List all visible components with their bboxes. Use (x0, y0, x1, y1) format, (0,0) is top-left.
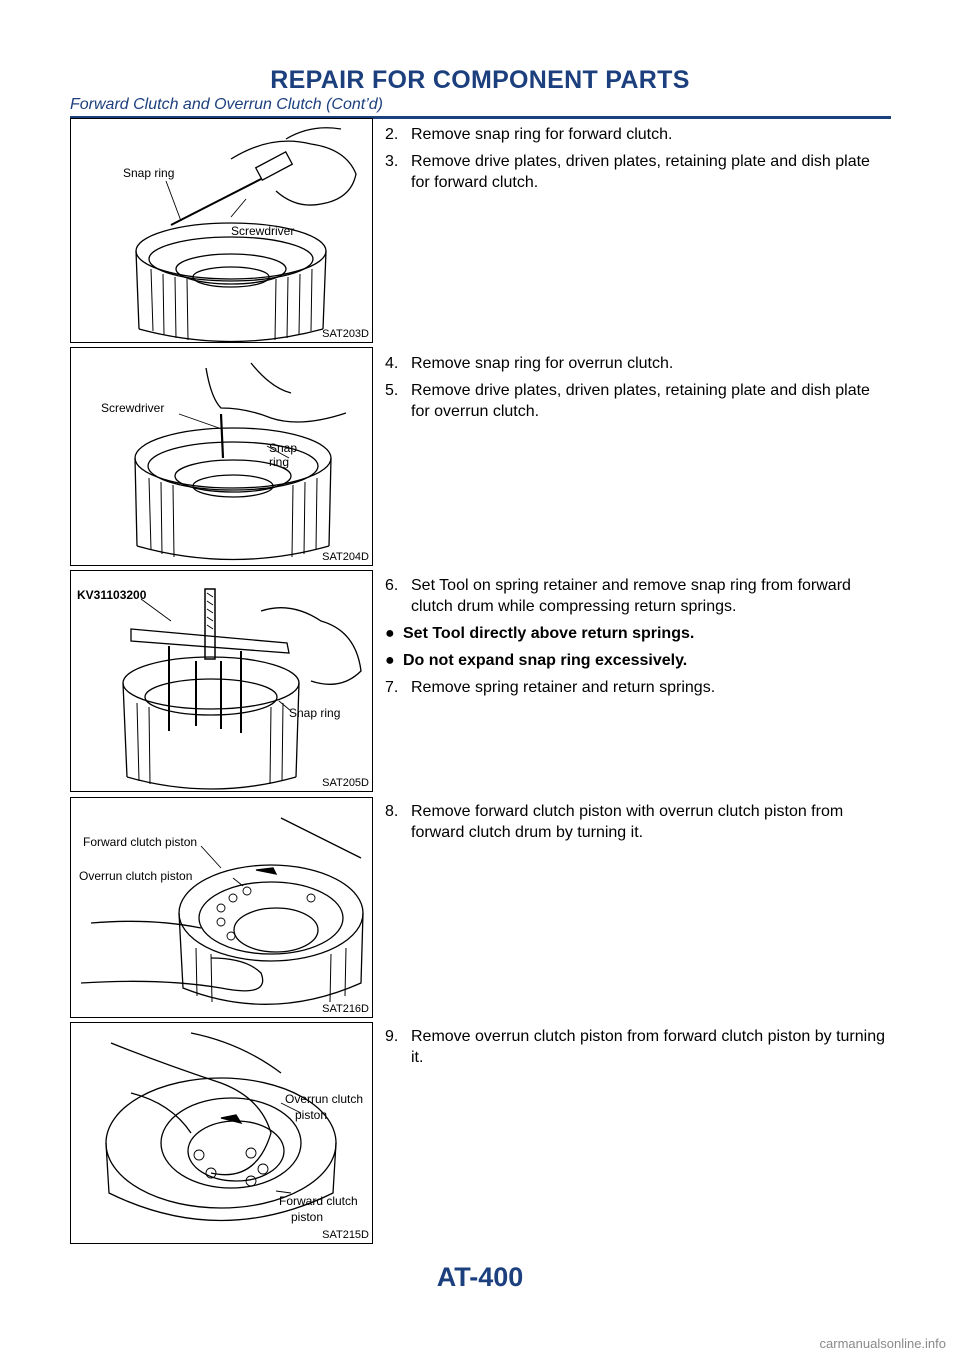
figure-code: SAT216D (322, 1003, 369, 1015)
step-item: 5. Remove drive plates, driven plates, retaining plate and dish plate for overrun clutch. (385, 382, 870, 420)
figure-code: SAT204D (322, 551, 369, 563)
instruction-section-2 (385, 353, 891, 428)
figure-sat203d (70, 118, 373, 343)
bullet-icon: ● (385, 625, 395, 642)
label-screwdriver: Screwdriver (101, 401, 165, 415)
label-piston: piston (295, 1108, 328, 1122)
illustration-snap-ring-removal (71, 119, 373, 343)
step-item: 6. Set Tool on spring retainer and remove snap ring from forward clutch drum while compressing return springs. (385, 577, 851, 615)
figure-code: SAT203D (322, 328, 369, 340)
figure-sat215d (70, 1022, 373, 1244)
step-item: 9. Remove overrun clutch piston from forward clutch piston by turning it. (385, 1028, 885, 1066)
step-item: 3. Remove drive plates, driven plates, retaining plate and dish plate for forward clutch. (385, 153, 870, 191)
page-number: AT-400 (436, 1262, 524, 1292)
label-ring: ring (269, 455, 290, 469)
caution-bullet: ● Set Tool directly above return springs. (385, 625, 695, 642)
label-overrun-clutch-piston: Overrun clutch piston (79, 869, 193, 883)
label-piston: piston (291, 1210, 324, 1224)
instruction-section-1 (385, 124, 891, 199)
figure-code: SAT215D (322, 1229, 369, 1241)
bullet-icon: ● (385, 652, 395, 669)
caution-bullet: ● Do not expand snap ring excessively. (385, 652, 688, 669)
label-tool-number: KV31103200 (77, 588, 147, 602)
illustration-separate-pistons (71, 1023, 373, 1244)
label-forward-clutch-piston: Forward clutch piston (83, 835, 198, 849)
figure-sat216d (70, 797, 373, 1018)
step-item: 4. Remove snap ring for overrun clutch. (385, 355, 674, 372)
page-subtitle: Forward Clutch and Overrun Clutch (Cont’d) (70, 96, 384, 113)
watermark: carmanualsonline.info (819, 1336, 946, 1351)
figure-sat204d (70, 347, 373, 566)
label-screwdriver: Screwdriver (231, 224, 295, 238)
instruction-section-4 (385, 801, 891, 849)
label-overrun-clutch: Overrun clutch (285, 1092, 364, 1106)
step-item: 8. Remove forward clutch piston with overrun clutch piston from forward clutch drum by turning it. (385, 803, 844, 841)
illustration-spring-compressor-tool (71, 571, 373, 792)
label-snap-ring: Snap ring (289, 706, 341, 720)
instruction-section-5 (385, 1026, 891, 1074)
step-item: 2. Remove snap ring for forward clutch. (385, 126, 673, 143)
label-snap-ring: Snap ring (123, 166, 175, 180)
page-title: REPAIR FOR COMPONENT PARTS (270, 66, 690, 94)
step-item: 7. Remove spring retainer and return springs. (385, 679, 716, 696)
figure-sat205d (70, 570, 373, 792)
label-forward-clutch: Forward clutch (279, 1194, 358, 1208)
instruction-section-3 (385, 575, 891, 704)
illustration-overrun-snap-ring (71, 348, 373, 566)
label-snap: Snap (269, 441, 298, 455)
illustration-piston-removal (71, 798, 373, 1018)
figure-code: SAT205D (322, 777, 369, 789)
